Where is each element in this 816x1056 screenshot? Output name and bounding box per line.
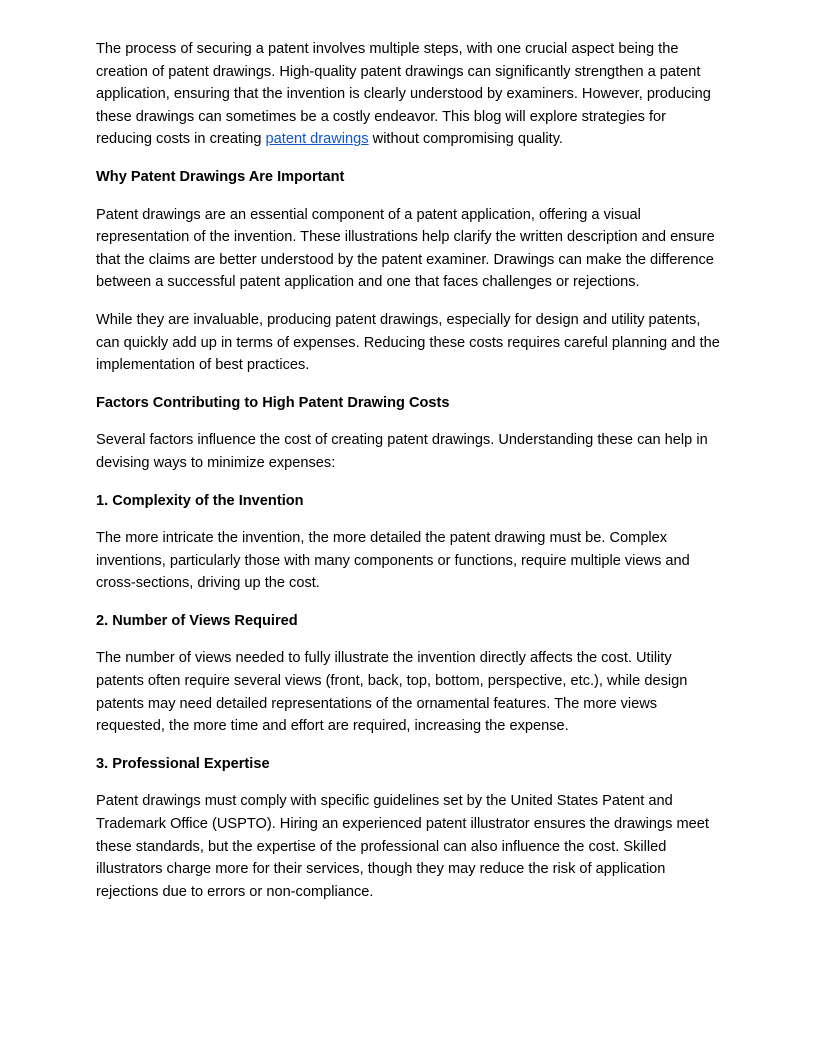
heading-number-of-views: 2. Number of Views Required bbox=[96, 612, 298, 629]
document-page bbox=[96, 38, 720, 918]
heading-why-important: Why Patent Drawings Are Important bbox=[96, 168, 345, 185]
why-paragraph-2: While they are invaluable, producing patent drawings, especially for design and utility patents, can quickly add up in terms of expenses. Reducing these costs requires careful planning and the implementation of best practices. bbox=[96, 311, 720, 374]
heading-complexity: 1. Complexity of the Invention bbox=[96, 492, 304, 509]
patent-drawings-link[interactable]: patent drawings bbox=[265, 131, 369, 148]
complexity-paragraph: The more intricate the invention, the more detailed the patent drawing must be. Complex inventions, particularly those with many components or functions, require multiple views and cross-sections, driving up the cost. bbox=[96, 530, 690, 592]
heading-professional-expertise: 3. Professional Expertise bbox=[96, 755, 270, 772]
why-paragraph-1: Patent drawings are an essential component of a patent application, offering a visual representation of the invention. These illustrations help clarify the written description and ensure that the claims are better understood by the patent examiner. Drawings can make the difference between a successful patent application and one that faces challenges or rejections. bbox=[96, 206, 715, 291]
views-paragraph: The number of views needed to fully illustrate the invention directly affects the cost. Utility patents often require several views (front, back, top, bottom, perspective, etc.), while design patents may need detailed representations of the ornamental features. The more views requested, the more time and effort are required, increasing the expense. bbox=[96, 650, 688, 735]
intro-text-before-link: The process of securing a patent involves multiple steps, with one crucial aspect being the creation of patent drawings. High-quality patent drawings can significantly strengthen a patent application, ensuring that the invention is clearly understood by examiners. However, producing these drawings can sometimes be a costly endeavor. This blog will explore strategies for reducing costs in creating bbox=[96, 41, 711, 148]
intro-text-after-link: without compromising quality. bbox=[368, 131, 563, 148]
heading-cost-factors: Factors Contributing to High Patent Drawing Costs bbox=[96, 394, 450, 411]
intro-paragraph bbox=[96, 38, 720, 151]
factors-paragraph: Several factors influence the cost of creating patent drawings. Understanding these can help in devising ways to minimize expenses: bbox=[96, 432, 708, 471]
expertise-paragraph: Patent drawings must comply with specific guidelines set by the United States Patent and Trademark Office (USPTO). Hiring an experienced patent illustrator ensures the drawings meet these standards, but the expertise of the professional can also influence the cost. Skilled illustrators charge more for their services, though they may reduce the risk of application rejections due to errors or non-compliance. bbox=[96, 793, 709, 900]
